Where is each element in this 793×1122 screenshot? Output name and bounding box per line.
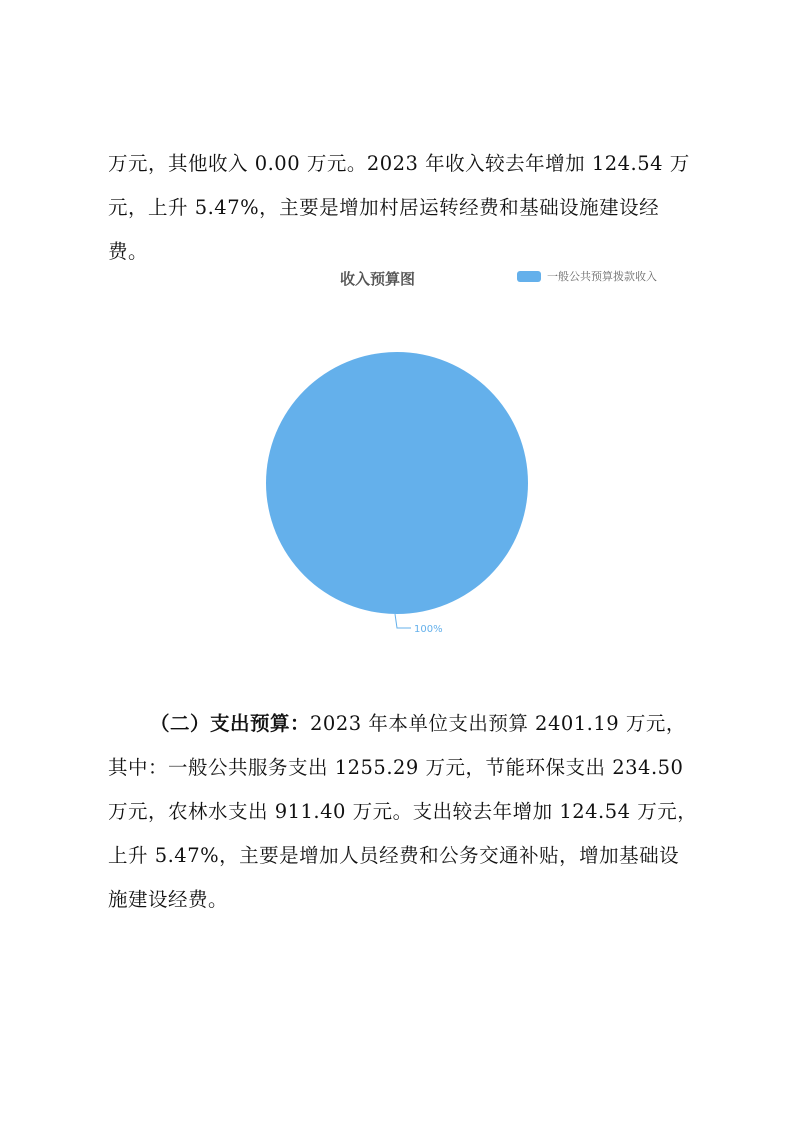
text-line: 施建设经费。 <box>108 888 229 911</box>
text-line: 元，上升 5.47%，主要是增加村居运转经费和基础设施建设经 <box>108 196 660 219</box>
chart-legend <box>517 268 657 284</box>
expenditure-paragraph <box>108 702 718 922</box>
pie-slice <box>266 352 528 614</box>
text-line: 费。 <box>108 240 149 263</box>
pie-slice-label: 100% <box>414 624 443 635</box>
income-paragraph <box>108 142 718 274</box>
text-line: 万元，农林水支出 911.40 万元。支出较去年增加 124.54 万元， <box>108 800 698 823</box>
legend-label: 一般公共预算拨款收入 <box>547 270 657 283</box>
legend-swatch <box>517 271 541 282</box>
chart-title: 收入预算图 <box>340 270 416 288</box>
pie-label-leader <box>395 614 411 628</box>
text-line: 其中：一般公共服务支出 1255.29 万元，节能环保支出 234.50 <box>108 756 684 779</box>
section-heading: （二）支出预算： <box>150 712 311 735</box>
text-line <box>108 702 718 746</box>
pie-chart <box>240 330 560 650</box>
text-segment: 2023 年本单位支出预算 2401.19 万元， <box>310 712 686 735</box>
text-line: 万元，其他收入 0.00 万元。2023 年收入较去年增加 124.54 万 <box>108 152 690 175</box>
text-line: 上升 5.47%，主要是增加人员经费和公务交通补贴，增加基础设 <box>108 844 680 867</box>
